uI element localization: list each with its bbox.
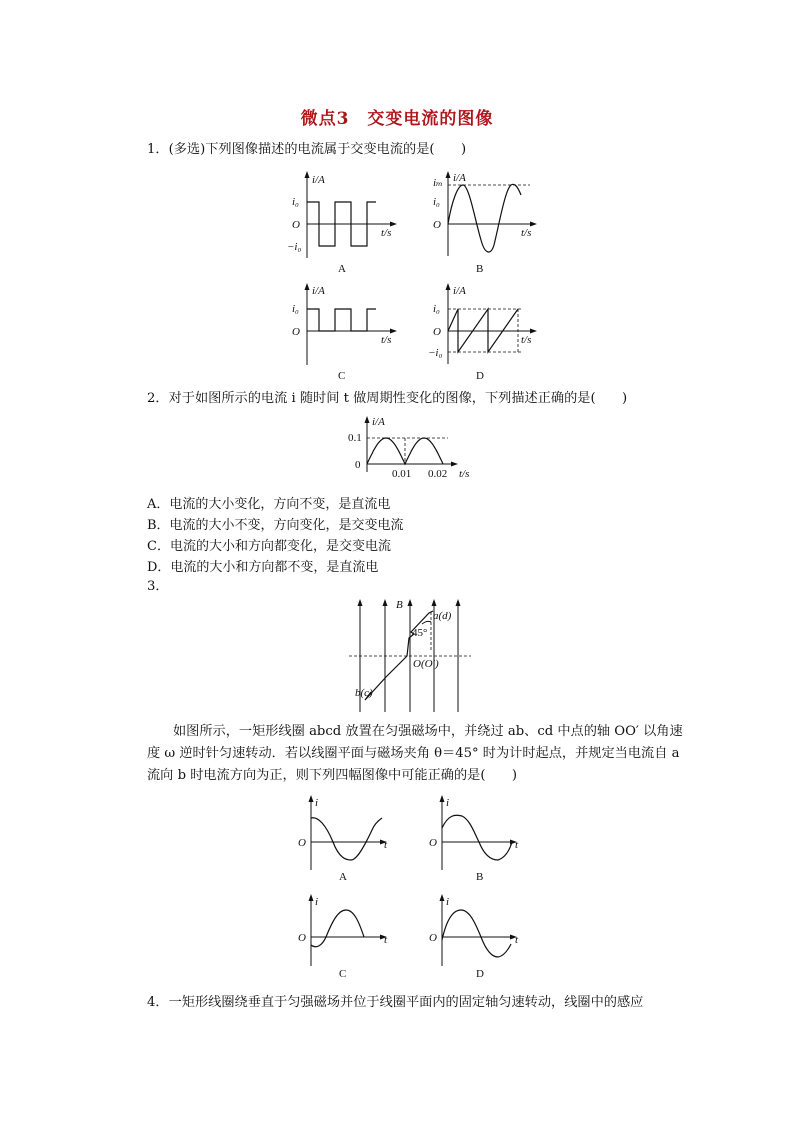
label-angle: 45° (412, 627, 428, 639)
label-oo: O(O′) (413, 658, 439, 670)
q2-ytick: 0.1 (348, 432, 362, 444)
q1b-im: iₘ (433, 177, 443, 189)
q1d-caption: D (476, 370, 484, 382)
q3-figure-b (429, 795, 519, 883)
question-3-number: 3． (147, 579, 169, 594)
q1a-xlabel: t/s (381, 227, 392, 239)
q1c-ylabel: i/A (312, 285, 325, 297)
q1b-ylabel: i/A (453, 172, 466, 184)
q3c-origin: O (298, 932, 306, 944)
q2-option-a: A．电流的大小变化，方向不变，是直流电 (147, 497, 391, 512)
q2-xtick-1: 0.01 (392, 468, 412, 480)
q3d-xlabel: t (515, 934, 519, 946)
q3b-ylabel: i (446, 797, 450, 809)
q3d-ylabel: i (446, 896, 450, 908)
q3c-xlabel: t (384, 934, 388, 946)
q1a-ylabel: i/A (312, 174, 325, 186)
label-bc: b(c) (355, 687, 373, 699)
question-1-stem: 1．(多选)下列图像描述的电流属于交变电流的是( ) (147, 142, 467, 157)
q1a-caption: A (338, 263, 346, 275)
q3a-xlabel: t (384, 839, 388, 851)
q1a-neg-i0: −i₀ (287, 241, 302, 253)
q2-ylabel: i/A (372, 416, 385, 428)
q3c-ylabel: i (315, 896, 319, 908)
question-4-stem: 4．一矩形线圈绕垂直于匀强磁场并位于线圈平面内的固定轴匀速转动，线圈中的感应 (147, 995, 644, 1010)
q3-figure-c (298, 894, 388, 980)
q3-figure-d (429, 894, 519, 980)
q2-xlabel: t/s (459, 468, 470, 480)
q3b-xlabel: t (515, 839, 519, 851)
q3a-caption: A (339, 871, 347, 883)
q2-option-c: C．电流的大小和方向都变化，是交变电流 (147, 539, 391, 554)
page-title: 微点3 交变电流的图像 (300, 109, 494, 129)
q1d-xlabel: t/s (521, 334, 532, 346)
q1c-i0: i₀ (292, 303, 299, 315)
q1d-origin: O (433, 326, 441, 338)
q1a-i0: i₀ (292, 196, 299, 208)
q1b-xlabel: t/s (521, 227, 532, 239)
q1d-i0: i₀ (433, 303, 440, 315)
q3b-origin: O (429, 837, 437, 849)
q1b-i0: i₀ (433, 196, 440, 208)
q1a-origin: O (292, 219, 300, 231)
q2-xtick-2: 0.02 (428, 468, 448, 480)
q1b-origin: O (433, 219, 441, 231)
q3a-origin: O (298, 837, 306, 849)
question-2-stem: 2．对于如图所示的电流 i 随时间 t 做周期性变化的图像，下列描述正确的是( ) (147, 391, 628, 406)
q3-paragraph-text: 如图所示，一矩形线圈 abcd 放置在匀强磁场中，并绕过 ab、cd 中点的轴 OO′ 以角速度 ω 逆时针匀速转动．若以线圈平面与磁场夹角 θ＝45° 时为计时起点，并规定当电流自 a 流向 b 时电流方向为正，则下列四幅图像中可能正确的是( ) (147, 724, 683, 783)
q2-origin: 0 (355, 459, 361, 471)
q1c-origin: O (292, 326, 300, 338)
q1d-ylabel: i/A (453, 285, 466, 297)
q2-option-b: B．电流的大小不变，方向变化，是交变电流 (147, 518, 404, 533)
q3b-caption: B (476, 871, 484, 883)
q3-figure-a (298, 795, 388, 883)
q3c-caption: C (339, 968, 347, 980)
q1d-neg-i0: −i₀ (428, 347, 443, 359)
q1b-caption: B (476, 263, 484, 275)
q2-option-d: D．电流的大小和方向都不变，是直流电 (147, 560, 379, 575)
q3d-origin: O (429, 932, 437, 944)
q1c-xlabel: t/s (381, 334, 392, 346)
field-label-b: B (396, 599, 403, 611)
q3d-caption: D (476, 968, 484, 980)
label-ad: a(d) (433, 610, 452, 622)
q1c-caption: C (338, 370, 346, 382)
q3a-ylabel: i (315, 797, 319, 809)
